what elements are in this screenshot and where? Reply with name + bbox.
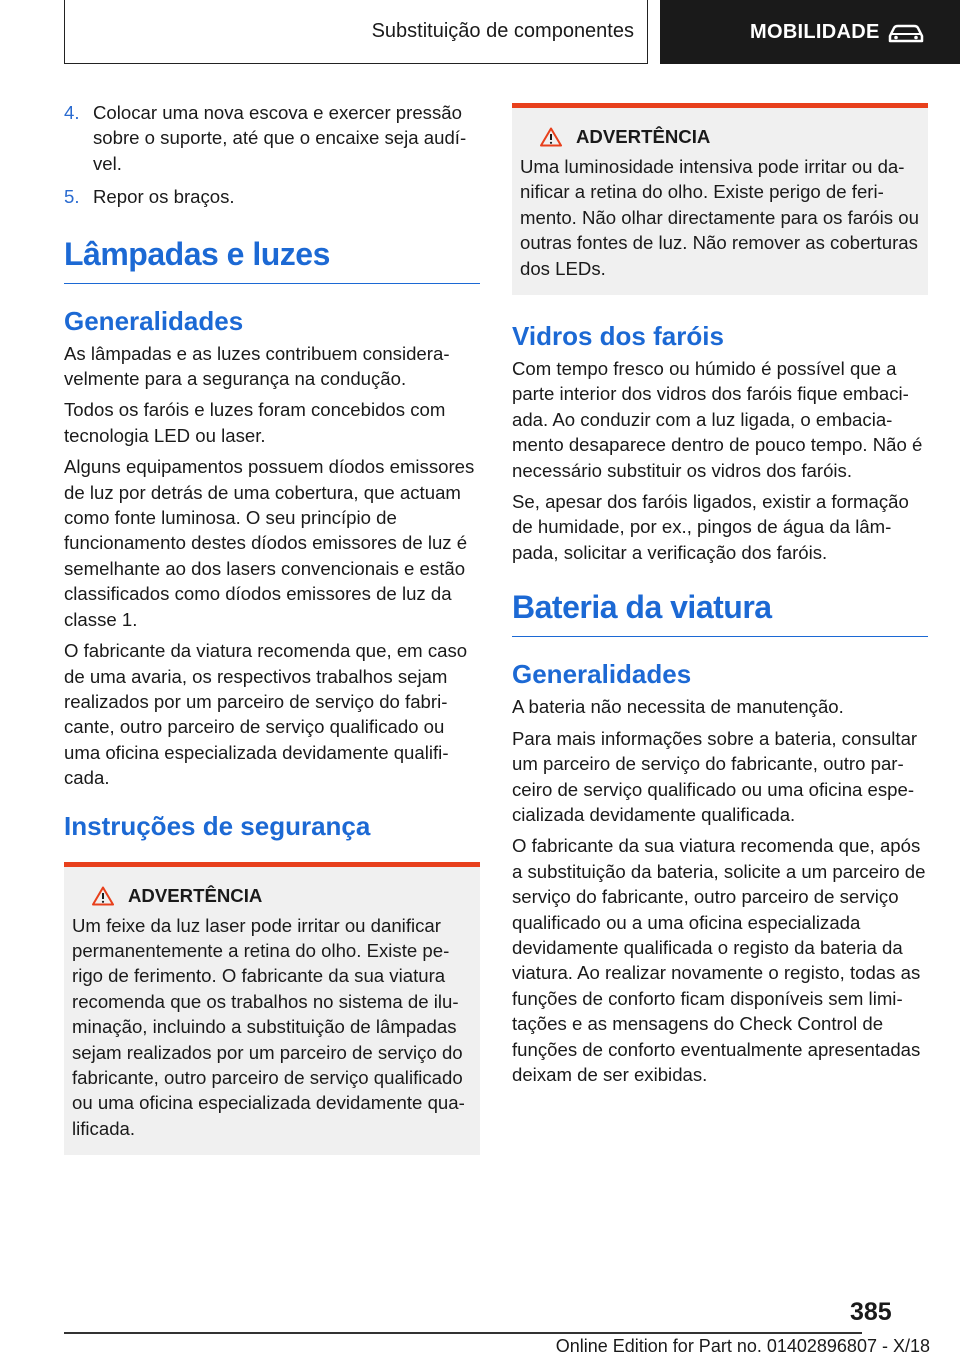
warning-box-laser bbox=[64, 862, 480, 1156]
paragraph: As lâmpadas e as luzes contribuem consideravelmente para a segurança na condução. bbox=[64, 342, 450, 390]
heading-general-battery: Generalidades bbox=[512, 659, 692, 690]
paragraph: O fabricante da sua viatura recomenda que, após a substituição da bateria, solicite a um parceiro de serviço do fabricante, outro parceiro de serviço qualificado ou a uma oficina especializada devidamente qualificada o registo da bateria da viatura. Ao realizar novamente o registo, todas as funções de conforto ficam disponíveis sem limitações e as mensagens do Check Control de funções de conforto eventualmente apresentadas deixam de ser exibidas. bbox=[512, 835, 926, 1085]
paragraph: A bateria não necessita de manutenção. bbox=[512, 696, 844, 718]
step-number: 4. bbox=[64, 102, 80, 123]
paragraph: Todos os faróis e luzes foram concebidos com tecnologia LED ou laser. bbox=[64, 399, 446, 446]
heading-lamps: Lâmpadas e luzes bbox=[64, 236, 480, 284]
footer-edition: Online Edition for Part no. 01402896807 - X/18 bbox=[555, 1336, 930, 1356]
list-item bbox=[64, 100, 480, 176]
header-chapter-label: MOBILIDADE bbox=[750, 20, 880, 43]
heading-battery: Bateria da viatura bbox=[512, 589, 928, 637]
heading-general-lamps: Generalidades bbox=[64, 305, 244, 336]
warning-triangle-icon bbox=[92, 886, 114, 906]
warning-title-label: ADVERTÊNCIA bbox=[128, 884, 263, 906]
heading-safety: Instruções de segurança bbox=[64, 810, 371, 841]
step-text: Repor os braços. bbox=[93, 186, 235, 208]
warning-title bbox=[540, 126, 920, 148]
car-icon bbox=[886, 24, 926, 44]
step-list bbox=[64, 100, 480, 210]
step-number: 5. bbox=[64, 186, 80, 208]
header-section-label: Substituição de componentes bbox=[371, 20, 634, 42]
list-item bbox=[64, 184, 480, 209]
paragraph: Alguns equipamentos possuem díodos emissores de luz por detrás de uma cobertura, que actuam como fonte luminosa. O seu princípio de funcionamento destes díodos emissores de luz é semelhante ao dos lasers convencionais e estão classificados como díodos emissores de luz da classe 1. bbox=[64, 456, 475, 630]
left-column bbox=[64, 100, 480, 1155]
warning-text: Um feixe da luz laser pode irritar ou danificar permanentemente a retina do olho. Existe perigo de ferimento. O fabricante da sua viatura recomenda que os trabalhos no sistema de iluminação, incluindo a substituição de lâmpadas sejam realizados por um parceiro de serviço do fabricante, outro parceiro de serviço qualificado ou uma oficina especializada devidamente qualificada. bbox=[72, 914, 465, 1139]
header-section-title bbox=[64, 0, 648, 64]
footer-divider bbox=[64, 1332, 862, 1334]
warning-triangle-icon bbox=[540, 127, 562, 147]
step-text: Colocar uma nova escova e exercer pressão sobre o suporte, até que o encaixe seja audível. bbox=[93, 102, 467, 174]
paragraph: Para mais informações sobre a bateria, consultar um parceiro de serviço do fabricante, outro parceiro de serviço qualificado ou uma oficina especializada devidamente qualificada. bbox=[512, 727, 918, 825]
paragraph: Com tempo fresco ou húmido é possível que a parte interior dos vidros dos faróis fique embaciada. Ao conduzir com a luz ligada, o embaciamento desaparece dentro de pouco tempo. Não é necessário substituir os vidros dos faróis. bbox=[512, 358, 923, 481]
page-number: 385 bbox=[850, 1298, 892, 1326]
warning-title-label: ADVERTÊNCIA bbox=[576, 126, 711, 147]
right-column bbox=[512, 100, 928, 1093]
warning-text: Uma luminosidade intensiva pode irritar ou danificar a retina do olho. Existe perigo de ferimento. Não olhar directamente para os faróis ou outras fontes de luz. Não remover as coberturas dos LEDs. bbox=[520, 156, 919, 279]
warning-title bbox=[92, 885, 472, 907]
header-chapter-tab bbox=[660, 0, 960, 64]
warning-box-luminosity bbox=[512, 103, 928, 295]
paragraph: Se, apesar dos faróis ligados, existir a formação de humidade, por ex., pingos de água da lâmpada, solicitar a verificação dos faróis. bbox=[512, 491, 909, 563]
paragraph: O fabricante da viatura recomenda que, em caso de uma avaria, os respectivos trabalhos sejam realizados por um parceiro de serviço do fabricante, outro parceiro de serviço qualificado ou uma oficina especializada devidamente qualificada. bbox=[64, 640, 468, 789]
heading-headlight-glass: Vidros dos faróis bbox=[512, 321, 724, 352]
